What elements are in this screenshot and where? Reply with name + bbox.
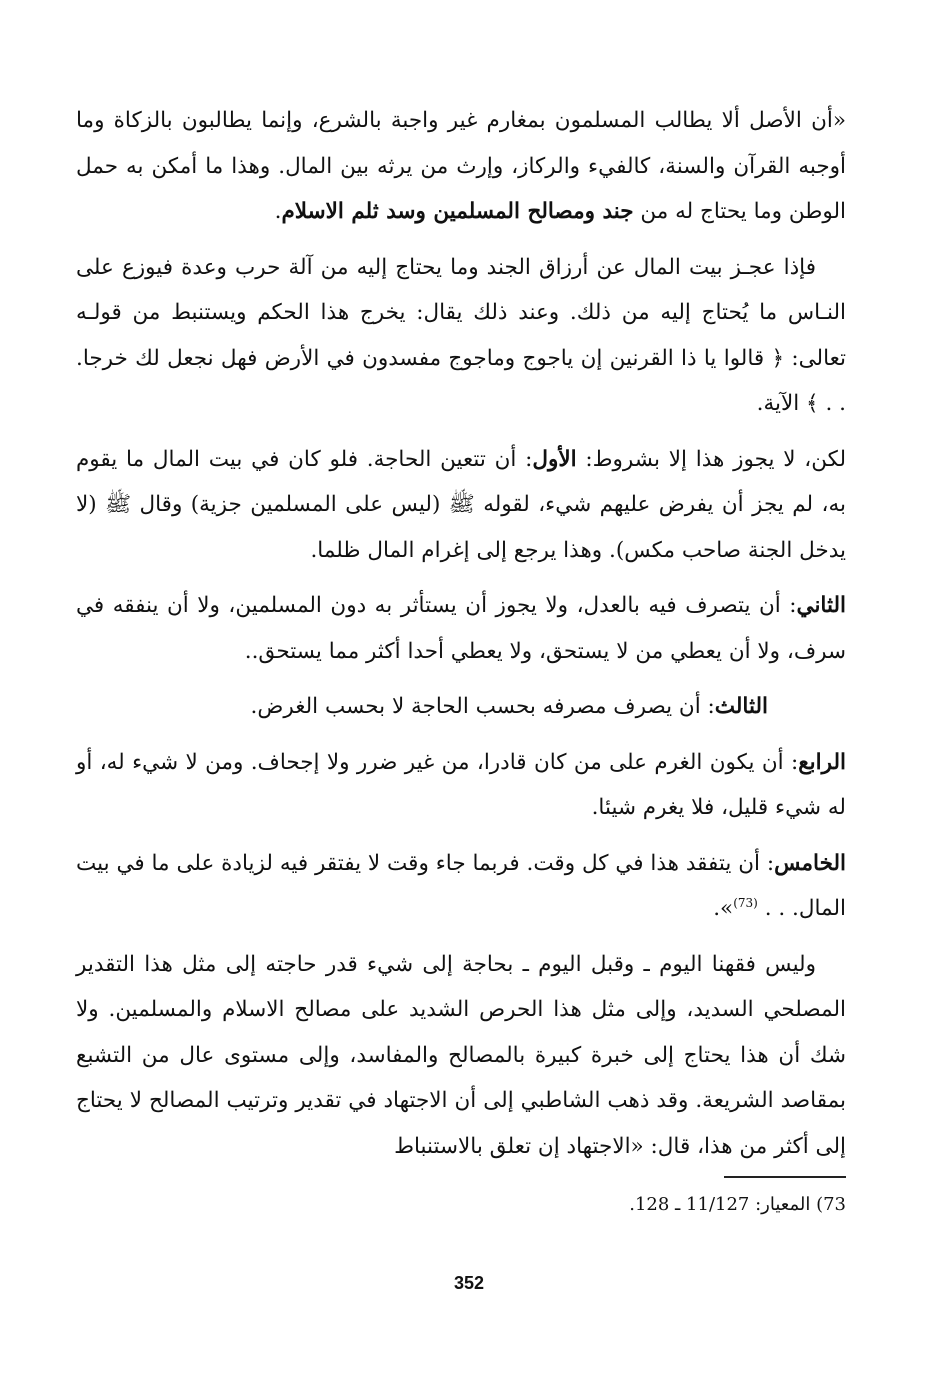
paragraph-text: وليس فقهنا اليوم ـ وقبل اليوم ـ بحاجة إلى شيء قدر حاجته إلى مثل هذا التقدير المصلحي السديد، وإلى مثل هذا الحرص الشديد على مصالح الاسلام والمسلمين. ولا شك أن هذا يحتاج إلى خبرة كبيرة بالمصالح والمفاسد، وإلى مستوى عال من التشبع بمقاصد الشريعة. وقد ذهب الشاطبي إلى أن الاجتهاد في تقدير وترتيب المصالح لا يحتاج إلى أكثر من هذا، قال: «الاجتهاد إن تعلق بالاستنباط <box>76 951 846 1159</box>
paragraph-condition-fourth <box>76 740 846 831</box>
paragraph-text: : أن يتصرف فيه بالعدل، ولا يجوز أن يستأثر به دون المسلمين، ولا أن ينفقه في سرف، ولا أن يعطي من لا يستحق، ولا يعطي أحدا أكثر مما يستحق.. <box>76 593 846 664</box>
paragraph-text: لكن، لا يجوز هذا إلا بشروط: <box>576 446 846 472</box>
paragraph-condition-fifth <box>76 841 846 932</box>
condition-label: الثالث <box>714 694 768 719</box>
paragraph-end: ». <box>713 896 734 921</box>
paragraph-quote-opening <box>76 98 846 235</box>
page-body <box>76 98 846 1179</box>
paragraph-treasury <box>76 245 846 427</box>
page-number: 352 <box>453 1273 485 1293</box>
condition-label: الأول <box>532 446 577 472</box>
condition-label: الخامس <box>774 850 846 876</box>
paragraph-condition-third <box>76 684 846 730</box>
footnote-reference[interactable]: (73) <box>733 895 758 910</box>
footnote-divider <box>724 1176 846 1178</box>
paragraph-text: : أن يكون الغرم على من كان قادرا، من غير ضرر ولا إجحاف. ومن لا شيء له، أو له شيء قليل، فلا يغرم شيئا. <box>76 749 846 820</box>
condition-label: الرابع <box>798 749 846 775</box>
paragraph-text: : أن تتعين الحاجة. فلو كان في بيت المال ما يقوم به، لم يجز أن يفرض عليهم شيء، لقوله ﷺ (ليس على المسلمين جزية) وقال ﷺ (لا يدخل الجنة صاحب مكس). وهذا يرجع إلى إغرام المال ظلما. <box>76 446 846 563</box>
paragraph-text: : أن يصرف مصرفه بحسب الحاجة لا بحسب الغرض. <box>250 694 715 719</box>
footnote: 73) المعيار: 11/127 ـ 128. <box>629 1194 846 1215</box>
paragraph-text: : أن يتفقد هذا في كل وقت. فربما جاء وقت لا يفتقر فيه لزيادة على ما في بيت المال. . . <box>76 850 846 921</box>
paragraph-end: . <box>274 199 282 224</box>
paragraph-condition-first <box>76 437 846 574</box>
bold-phrase: جند ومصالح المسلمين وسد ثلم الاسلام <box>281 199 634 224</box>
condition-label: الثاني <box>796 593 846 618</box>
paragraph-text: فإذا عجـز بيت المال عن أرزاق الجند وما يحتاج إليه من آلة حرب وعدة فيوزع على النـاس ما يُحتاج إليه من ذلك. وعند ذلك يقال: يخرج هذا الحكم ويستنبط من قولـه تعالى: ﴿ قالوا يا ذا القرنين إن ياجوج وماجوج مفسدون في الأرض فهل نجعل لك خرجا. . . ﴾ الآية. <box>76 254 846 416</box>
paragraph-fiqh-today <box>76 942 846 1170</box>
paragraph-text: «أن الأصل ألا يطالب المسلمون بمغارم غير واجبة بالشرع، وإنما يطالبون بالزكاة وما أوجبه القرآن والسنة، كالفيء والركاز، وإرث من يرثه بين المال. وهذا ما أمكن به حمل الوطن وما يحتاج له من <box>76 108 846 224</box>
paragraph-condition-second <box>76 583 846 674</box>
